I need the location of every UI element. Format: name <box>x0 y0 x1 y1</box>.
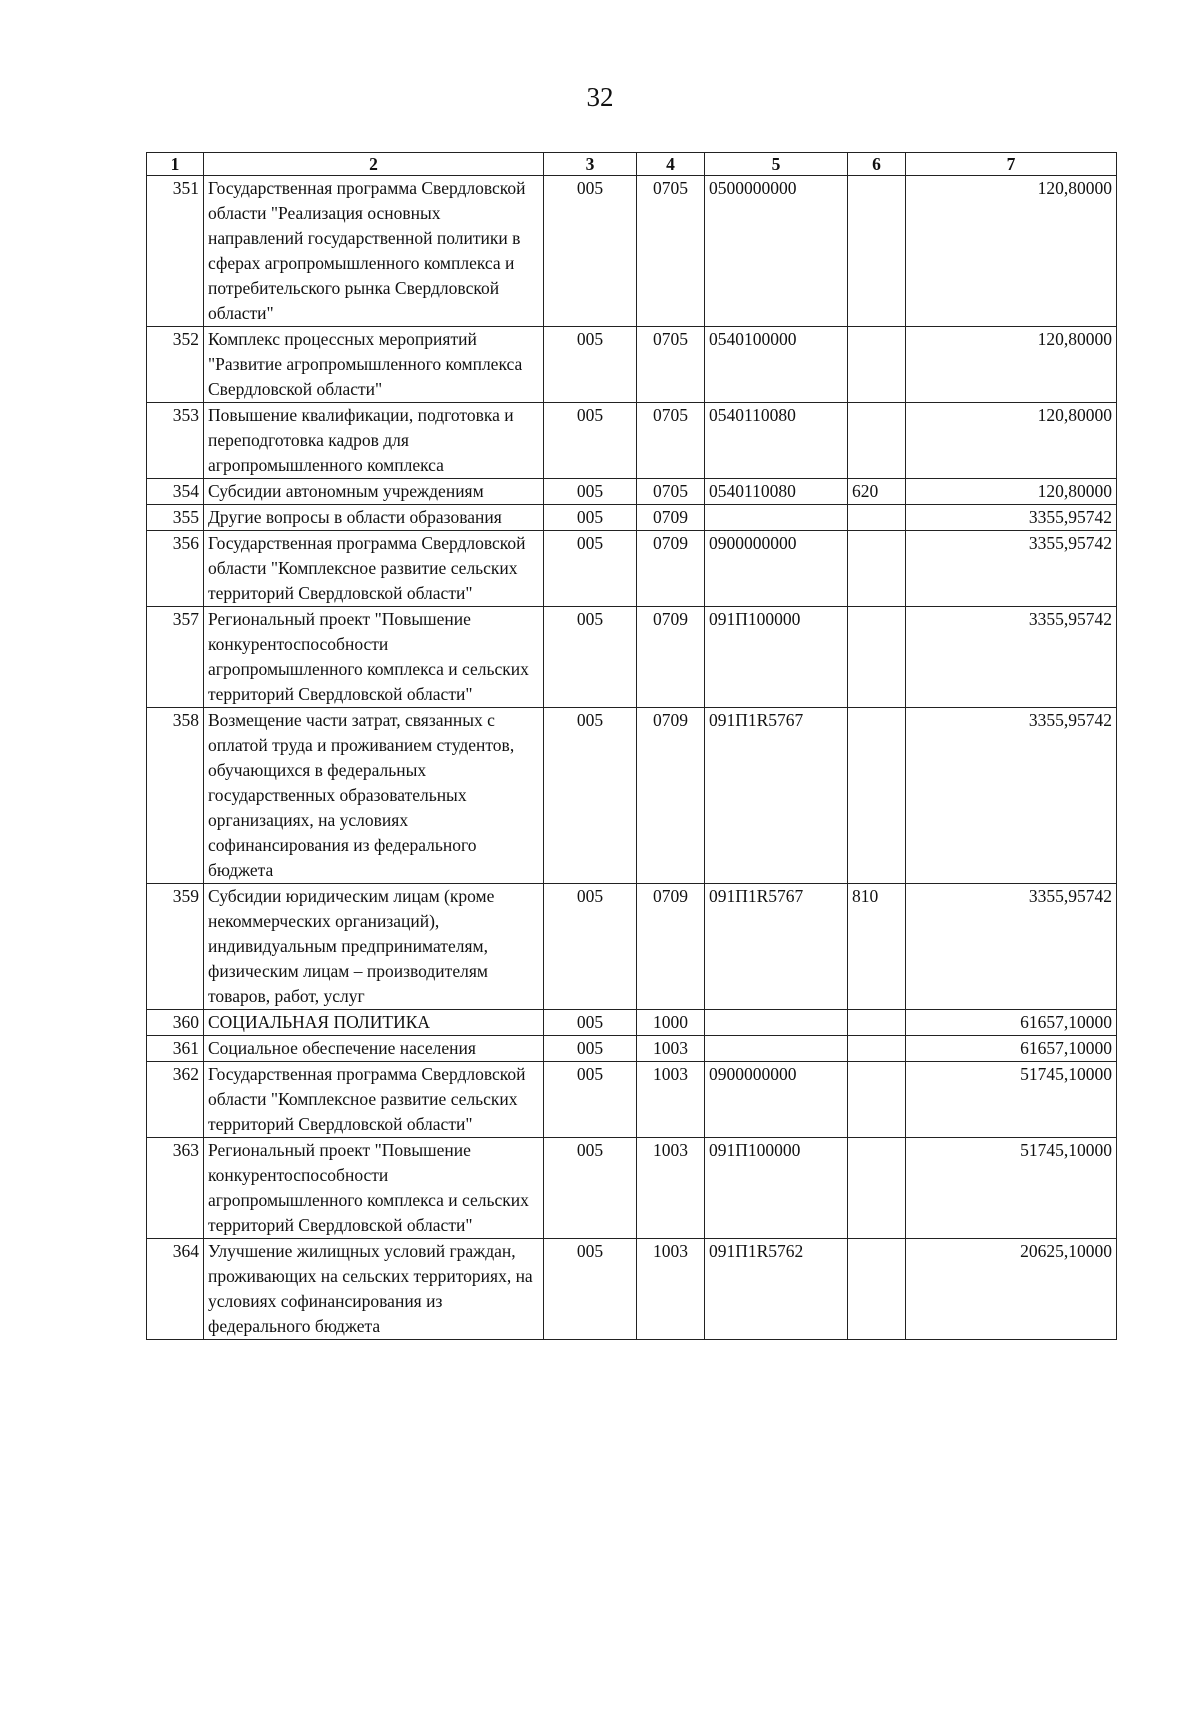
table-row <box>147 531 1117 607</box>
row-amount: 20625,10000 <box>906 1239 1117 1340</box>
table-row <box>147 1010 1117 1036</box>
row-col-5 <box>705 505 848 531</box>
row-number: 362 <box>147 1062 204 1138</box>
row-col-3: 005 <box>544 1239 637 1340</box>
row-name: Социальное обеспечение населения <box>204 1036 544 1062</box>
table-row <box>147 607 1117 708</box>
row-number: 363 <box>147 1138 204 1239</box>
row-col-6: 810 <box>848 884 906 1010</box>
row-name: Повышение квалификации, подготовка и переподготовка кадров для агропромышленного комплекса <box>204 403 544 479</box>
row-col-6 <box>848 176 906 327</box>
row-col-4: 0709 <box>637 708 705 884</box>
row-amount: 120,80000 <box>906 176 1117 327</box>
row-number: 355 <box>147 505 204 531</box>
row-col-5: 0500000000 <box>705 176 848 327</box>
table-row <box>147 1062 1117 1138</box>
row-col-5: 0540110080 <box>705 479 848 505</box>
row-col-3: 005 <box>544 403 637 479</box>
row-col-4: 1003 <box>637 1036 705 1062</box>
row-col-6 <box>848 1036 906 1062</box>
row-col-4: 0705 <box>637 327 705 403</box>
header-col-7: 7 <box>906 153 1117 176</box>
row-col-6 <box>848 1062 906 1138</box>
row-col-3: 005 <box>544 327 637 403</box>
row-col-4: 0709 <box>637 884 705 1010</box>
row-amount: 3355,95742 <box>906 884 1117 1010</box>
page-number: 32 <box>586 82 614 112</box>
row-amount: 61657,10000 <box>906 1010 1117 1036</box>
row-col-5: 091П1R5767 <box>705 884 848 1010</box>
row-name: Региональный проект "Повышение конкурентоспособности агропромышленного комплекса и сельских территорий Свердловской области" <box>204 607 544 708</box>
row-col-4: 1003 <box>637 1239 705 1340</box>
row-number: 364 <box>147 1239 204 1340</box>
row-name: Возмещение части затрат, связанных с оплатой труда и проживанием студентов, обучающихся в федеральных государственных образовательных организациях, на условиях софинансирования из федерального бюджета <box>204 708 544 884</box>
table-row <box>147 479 1117 505</box>
row-col-6 <box>848 1010 906 1036</box>
row-name: Комплекс процессных мероприятий "Развитие агропромышленного комплекса Свердловской области" <box>204 327 544 403</box>
row-col-6 <box>848 1239 906 1340</box>
row-amount: 51745,10000 <box>906 1138 1117 1239</box>
row-col-3: 005 <box>544 1036 637 1062</box>
row-col-4: 0705 <box>637 176 705 327</box>
row-number: 360 <box>147 1010 204 1036</box>
row-col-6 <box>848 403 906 479</box>
row-col-3: 005 <box>544 1010 637 1036</box>
row-col-6 <box>848 1138 906 1239</box>
row-number: 357 <box>147 607 204 708</box>
header-col-5: 5 <box>705 153 848 176</box>
budget-table <box>146 152 1117 1340</box>
table-row <box>147 884 1117 1010</box>
row-col-4: 1000 <box>637 1010 705 1036</box>
row-col-5: 0540110080 <box>705 403 848 479</box>
row-col-3: 005 <box>544 1138 637 1239</box>
row-col-3: 005 <box>544 505 637 531</box>
row-number: 361 <box>147 1036 204 1062</box>
row-col-6 <box>848 505 906 531</box>
row-name: Государственная программа Свердловской области "Реализация основных направлений государственной политики в сферах агропромышленного комплекса и потребительского рынка Свердловской области" <box>204 176 544 327</box>
table-row <box>147 505 1117 531</box>
header-col-2: 2 <box>204 153 544 176</box>
row-col-5: 091П1R5767 <box>705 708 848 884</box>
table-row <box>147 1036 1117 1062</box>
header-col-1: 1 <box>147 153 204 176</box>
row-col-5: 0900000000 <box>705 531 848 607</box>
row-col-4: 0705 <box>637 403 705 479</box>
row-col-3: 005 <box>544 884 637 1010</box>
row-col-4: 1003 <box>637 1138 705 1239</box>
table-row <box>147 1138 1117 1239</box>
row-col-5: 0900000000 <box>705 1062 848 1138</box>
row-number: 356 <box>147 531 204 607</box>
row-col-5: 0540100000 <box>705 327 848 403</box>
row-col-4: 0709 <box>637 505 705 531</box>
row-amount: 120,80000 <box>906 327 1117 403</box>
row-col-4: 0709 <box>637 531 705 607</box>
row-name: Другие вопросы в области образования <box>204 505 544 531</box>
row-col-5 <box>705 1036 848 1062</box>
header-col-6: 6 <box>848 153 906 176</box>
row-col-4: 1003 <box>637 1062 705 1138</box>
row-number: 358 <box>147 708 204 884</box>
row-col-5: 091П100000 <box>705 607 848 708</box>
row-number: 353 <box>147 403 204 479</box>
table-row <box>147 1239 1117 1340</box>
table-row <box>147 708 1117 884</box>
row-name: Региональный проект "Повышение конкурентоспособности агропромышленного комплекса и сельских территорий Свердловской области" <box>204 1138 544 1239</box>
row-col-5: 091П100000 <box>705 1138 848 1239</box>
row-col-3: 005 <box>544 1062 637 1138</box>
row-amount: 3355,95742 <box>906 708 1117 884</box>
table-header-row <box>147 153 1117 176</box>
row-col-3: 005 <box>544 479 637 505</box>
row-col-3: 005 <box>544 531 637 607</box>
row-amount: 3355,95742 <box>906 607 1117 708</box>
row-col-4: 0709 <box>637 607 705 708</box>
row-col-6 <box>848 708 906 884</box>
row-col-6 <box>848 531 906 607</box>
row-name: Государственная программа Свердловской области "Комплексное развитие сельских территорий Свердловской области" <box>204 531 544 607</box>
row-number: 352 <box>147 327 204 403</box>
row-col-5: 091П1R5762 <box>705 1239 848 1340</box>
row-amount: 120,80000 <box>906 403 1117 479</box>
row-amount: 120,80000 <box>906 479 1117 505</box>
row-col-5 <box>705 1010 848 1036</box>
row-col-3: 005 <box>544 176 637 327</box>
row-number: 354 <box>147 479 204 505</box>
row-col-6: 620 <box>848 479 906 505</box>
row-name: Улучшение жилищных условий граждан, проживающих на сельских территориях, на условиях софинансирования из федерального бюджета <box>204 1239 544 1340</box>
row-name: Государственная программа Свердловской области "Комплексное развитие сельских территорий Свердловской области" <box>204 1062 544 1138</box>
row-col-6 <box>848 327 906 403</box>
row-amount: 51745,10000 <box>906 1062 1117 1138</box>
row-name: Субсидии автономным учреждениям <box>204 479 544 505</box>
row-number: 351 <box>147 176 204 327</box>
row-amount: 3355,95742 <box>906 531 1117 607</box>
table-row <box>147 176 1117 327</box>
row-name: СОЦИАЛЬНАЯ ПОЛИТИКА <box>204 1010 544 1036</box>
row-amount: 3355,95742 <box>906 505 1117 531</box>
row-col-3: 005 <box>544 607 637 708</box>
table-row <box>147 403 1117 479</box>
table-row <box>147 327 1117 403</box>
row-name: Субсидии юридическим лицам (кроме некоммерческих организаций), индивидуальным предпринимателям, физическим лицам – производителям товаров, работ, услуг <box>204 884 544 1010</box>
row-number: 359 <box>147 884 204 1010</box>
row-amount: 61657,10000 <box>906 1036 1117 1062</box>
row-col-4: 0705 <box>637 479 705 505</box>
header-col-4: 4 <box>637 153 705 176</box>
row-col-3: 005 <box>544 708 637 884</box>
row-col-6 <box>848 607 906 708</box>
header-col-3: 3 <box>544 153 637 176</box>
